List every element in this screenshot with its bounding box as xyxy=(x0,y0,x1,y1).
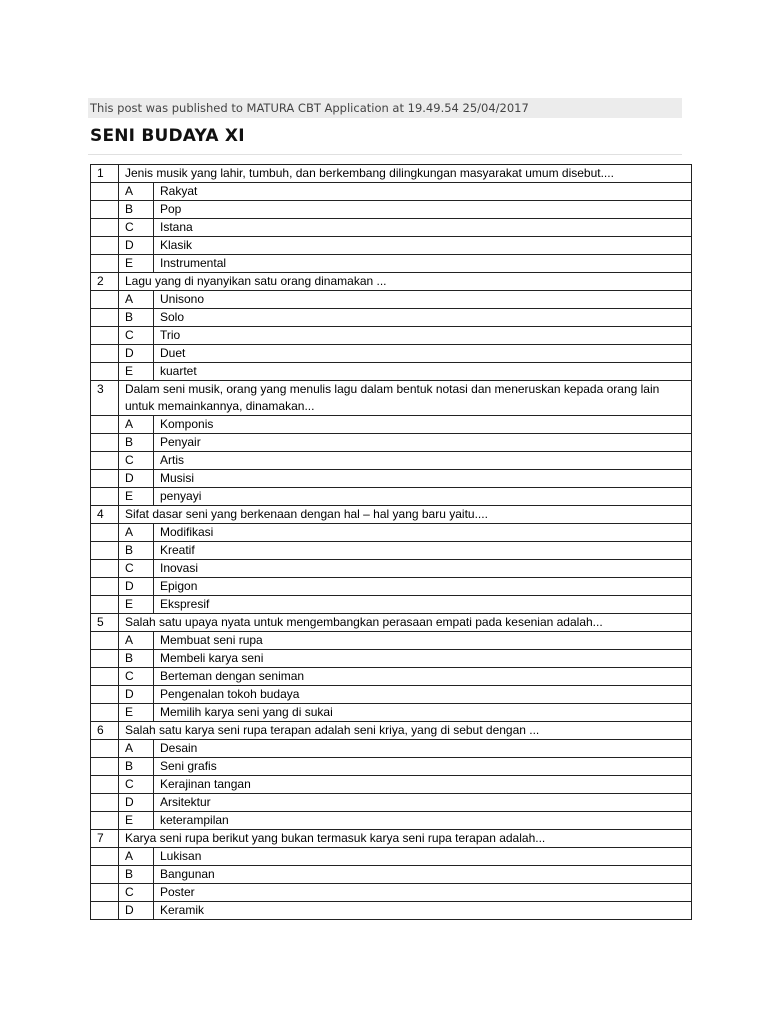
option-text: Trio xyxy=(154,327,692,345)
option-row xyxy=(91,848,692,866)
option-letter: A xyxy=(119,524,154,542)
option-row xyxy=(91,183,692,201)
option-row xyxy=(91,524,692,542)
option-letter: C xyxy=(119,452,154,470)
option-spacer-cell xyxy=(91,596,119,614)
option-row xyxy=(91,488,692,506)
option-letter: C xyxy=(119,884,154,902)
option-letter: A xyxy=(119,183,154,201)
option-row xyxy=(91,794,692,812)
option-letter: E xyxy=(119,704,154,722)
option-letter: B xyxy=(119,542,154,560)
option-spacer-cell xyxy=(91,812,119,830)
question-number: 6 xyxy=(91,722,119,740)
question-number: 7 xyxy=(91,830,119,848)
option-row xyxy=(91,452,692,470)
option-text: Ekspresif xyxy=(154,596,692,614)
option-letter: B xyxy=(119,309,154,327)
option-letter: E xyxy=(119,596,154,614)
option-text: kuartet xyxy=(154,363,692,381)
question-row xyxy=(91,614,692,632)
option-spacer-cell xyxy=(91,668,119,686)
option-letter: B xyxy=(119,758,154,776)
option-spacer-cell xyxy=(91,434,119,452)
question-table-body xyxy=(91,165,692,920)
option-row xyxy=(91,884,692,902)
option-text: Kerajinan tangan xyxy=(154,776,692,794)
question-number: 3 xyxy=(91,381,119,416)
question-row xyxy=(91,722,692,740)
option-row xyxy=(91,704,692,722)
question-row xyxy=(91,506,692,524)
option-row xyxy=(91,470,692,488)
option-row xyxy=(91,578,692,596)
option-text: Pop xyxy=(154,201,692,219)
option-row xyxy=(91,309,692,327)
option-spacer-cell xyxy=(91,758,119,776)
question-row xyxy=(91,381,692,416)
question-text: Jenis musik yang lahir, tumbuh, dan berkembang dilingkungan masyarakat umum disebut.... xyxy=(119,165,692,183)
option-letter: D xyxy=(119,686,154,704)
question-number: 1 xyxy=(91,165,119,183)
option-letter: A xyxy=(119,740,154,758)
option-letter: C xyxy=(119,327,154,345)
question-number: 4 xyxy=(91,506,119,524)
option-letter: D xyxy=(119,237,154,255)
option-spacer-cell xyxy=(91,470,119,488)
option-spacer-cell xyxy=(91,416,119,434)
option-text: Komponis xyxy=(154,416,692,434)
option-spacer-cell xyxy=(91,578,119,596)
question-text: Karya seni rupa berikut yang bukan termasuk karya seni rupa terapan adalah... xyxy=(119,830,692,848)
option-text: Artis xyxy=(154,452,692,470)
option-text: Seni grafis xyxy=(154,758,692,776)
option-spacer-cell xyxy=(91,452,119,470)
option-text: Inovasi xyxy=(154,560,692,578)
option-spacer-cell xyxy=(91,866,119,884)
option-spacer-cell xyxy=(91,201,119,219)
option-row xyxy=(91,327,692,345)
option-row xyxy=(91,219,692,237)
option-text: Modifikasi xyxy=(154,524,692,542)
option-row xyxy=(91,740,692,758)
option-letter: E xyxy=(119,255,154,273)
option-letter: B xyxy=(119,201,154,219)
option-text: Membeli karya seni xyxy=(154,650,692,668)
option-spacer-cell xyxy=(91,183,119,201)
question-row xyxy=(91,165,692,183)
option-letter: E xyxy=(119,488,154,506)
option-letter: E xyxy=(119,812,154,830)
option-letter: C xyxy=(119,219,154,237)
option-row xyxy=(91,632,692,650)
option-text: keterampilan xyxy=(154,812,692,830)
option-letter: C xyxy=(119,776,154,794)
option-spacer-cell xyxy=(91,794,119,812)
option-spacer-cell xyxy=(91,363,119,381)
option-row xyxy=(91,686,692,704)
option-spacer-cell xyxy=(91,686,119,704)
option-text: Keramik xyxy=(154,902,692,920)
option-letter: A xyxy=(119,416,154,434)
question-text: Salah satu karya seni rupa terapan adalah seni kriya, yang di sebut dengan ... xyxy=(119,722,692,740)
option-row xyxy=(91,668,692,686)
option-letter: B xyxy=(119,866,154,884)
option-row xyxy=(91,866,692,884)
option-spacer-cell xyxy=(91,345,119,363)
option-text: Solo xyxy=(154,309,692,327)
option-letter: D xyxy=(119,902,154,920)
question-text: Sifat dasar seni yang berkenaan dengan hal – hal yang baru yaitu.... xyxy=(119,506,692,524)
question-number: 5 xyxy=(91,614,119,632)
option-letter: D xyxy=(119,794,154,812)
option-spacer-cell xyxy=(91,560,119,578)
option-text: Rakyat xyxy=(154,183,692,201)
question-text: Dalam seni musik, orang yang menulis lagu dalam bentuk notasi dan meneruskan kepada orang lain untuk memainkannya, dinamakan... xyxy=(119,381,692,416)
option-letter: D xyxy=(119,578,154,596)
option-row xyxy=(91,812,692,830)
option-row xyxy=(91,434,692,452)
option-spacer-cell xyxy=(91,237,119,255)
option-text: Epigon xyxy=(154,578,692,596)
option-spacer-cell xyxy=(91,291,119,309)
option-letter: A xyxy=(119,291,154,309)
question-row xyxy=(91,273,692,291)
option-text: Penyair xyxy=(154,434,692,452)
option-row xyxy=(91,650,692,668)
option-row xyxy=(91,345,692,363)
option-row xyxy=(91,596,692,614)
option-text: Berteman dengan seniman xyxy=(154,668,692,686)
option-letter: A xyxy=(119,632,154,650)
option-text: Kreatif xyxy=(154,542,692,560)
option-spacer-cell xyxy=(91,219,119,237)
option-spacer-cell xyxy=(91,740,119,758)
option-text: Duet xyxy=(154,345,692,363)
question-text: Salah satu upaya nyata untuk mengembangkan perasaan empati pada kesenian adalah... xyxy=(119,614,692,632)
option-letter: E xyxy=(119,363,154,381)
question-text: Lagu yang di nyanyikan satu orang dinamakan ... xyxy=(119,273,692,291)
option-spacer-cell xyxy=(91,309,119,327)
option-text: Istana xyxy=(154,219,692,237)
option-spacer-cell xyxy=(91,848,119,866)
option-letter: C xyxy=(119,560,154,578)
option-text: Unisono xyxy=(154,291,692,309)
option-spacer-cell xyxy=(91,704,119,722)
option-text: Klasik xyxy=(154,237,692,255)
option-spacer-cell xyxy=(91,884,119,902)
option-letter: B xyxy=(119,650,154,668)
option-row xyxy=(91,758,692,776)
option-spacer-cell xyxy=(91,524,119,542)
option-spacer-cell xyxy=(91,902,119,920)
page-title: SENI BUDAYA XI xyxy=(90,126,245,146)
option-text: Lukisan xyxy=(154,848,692,866)
question-table xyxy=(90,164,692,920)
option-letter: D xyxy=(119,470,154,488)
option-row xyxy=(91,416,692,434)
option-text: Membuat seni rupa xyxy=(154,632,692,650)
title-divider xyxy=(88,154,682,155)
option-spacer-cell xyxy=(91,776,119,794)
option-text: Musisi xyxy=(154,470,692,488)
option-row xyxy=(91,255,692,273)
option-letter: D xyxy=(119,345,154,363)
publish-banner: This post was published to MATURA CBT Application at 19.49.54 25/04/2017 xyxy=(88,98,682,118)
option-text: penyayi xyxy=(154,488,692,506)
option-row xyxy=(91,237,692,255)
option-row xyxy=(91,363,692,381)
option-row xyxy=(91,201,692,219)
option-spacer-cell xyxy=(91,632,119,650)
option-row xyxy=(91,776,692,794)
question-row xyxy=(91,830,692,848)
option-letter: C xyxy=(119,668,154,686)
option-spacer-cell xyxy=(91,488,119,506)
option-text: Pengenalan tokoh budaya xyxy=(154,686,692,704)
option-row xyxy=(91,542,692,560)
option-row xyxy=(91,291,692,309)
option-text: Desain xyxy=(154,740,692,758)
option-text: Memilih karya seni yang di sukai xyxy=(154,704,692,722)
option-row xyxy=(91,560,692,578)
option-spacer-cell xyxy=(91,327,119,345)
option-spacer-cell xyxy=(91,542,119,560)
option-text: Poster xyxy=(154,884,692,902)
option-letter: A xyxy=(119,848,154,866)
option-text: Bangunan xyxy=(154,866,692,884)
option-letter: B xyxy=(119,434,154,452)
option-text: Arsitektur xyxy=(154,794,692,812)
option-row xyxy=(91,902,692,920)
question-number: 2 xyxy=(91,273,119,291)
option-spacer-cell xyxy=(91,650,119,668)
option-text: Instrumental xyxy=(154,255,692,273)
option-spacer-cell xyxy=(91,255,119,273)
